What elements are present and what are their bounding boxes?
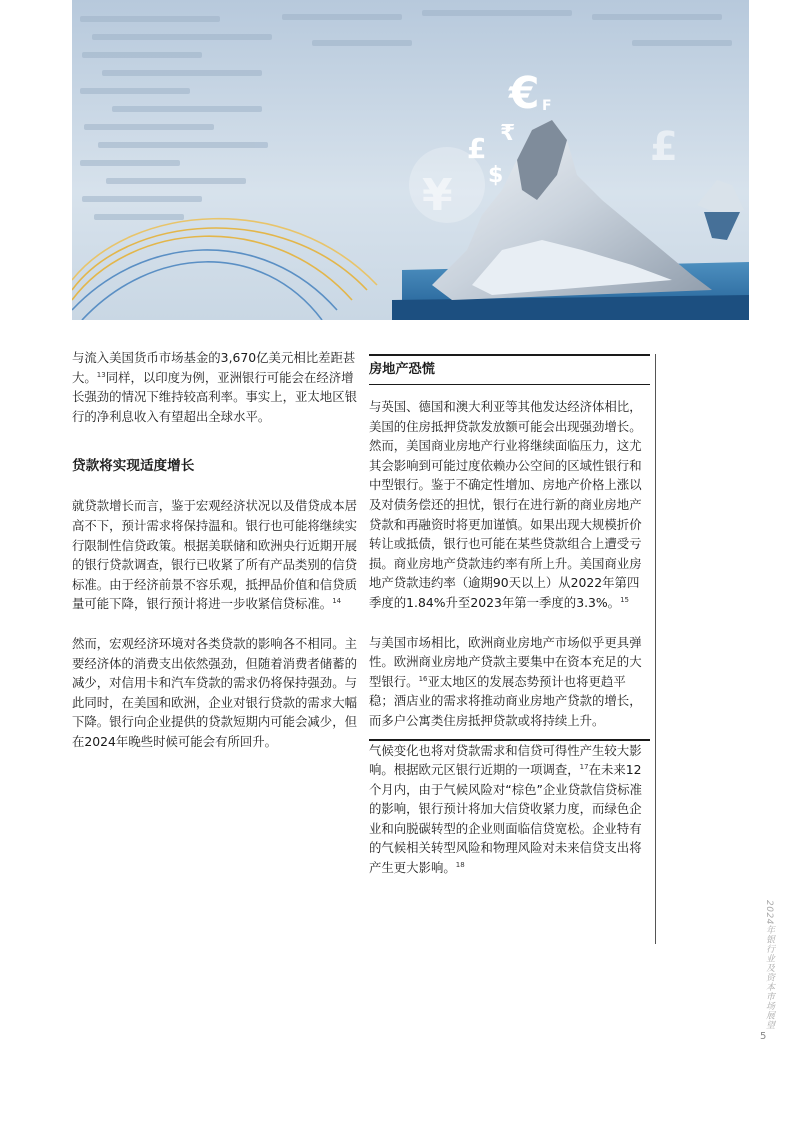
footnote-ref: 18: [455, 861, 465, 870]
franc-symbol: F: [542, 98, 552, 114]
footnote-ref: 13: [96, 370, 106, 379]
footnote-ref: 16: [418, 674, 428, 683]
paragraph-europe-real-estate: 与美国市场相比，欧洲商业房地产市场似乎更具弹性。欧洲商业房地产贷款主要集中在资本充足的大型银行。$^{16}$亚太地区的发展态势预计也将更趋平稳；酒店业的需求将推动商业房地产贷款的增长，而多户公寓类住房抵押贷款或将持续上升。: [369, 634, 642, 728]
right-column: [369, 354, 650, 878]
yen-symbol: ¥: [422, 170, 453, 221]
rupee-symbol: ₹: [500, 121, 516, 146]
box-title: 房地产恐慌: [369, 362, 435, 377]
page-number: 5: [760, 1031, 767, 1042]
paragraph-macro-impact: 然而，宏观经济环境对各类贷款的影响各不相同。主要经济体的消费支出依然强劲，但随着消费者储蓄的减少，对信用卡和汽车贷款的需求仍将保持强劲。与此同时，在美国和欧洲，企业对银行贷款的需求大幅下降。银行向企业提供的贷款短期内可能会减少，但在2024年晚些时候可能会有所回升。: [72, 635, 357, 749]
box-top-rule: [369, 354, 650, 356]
dollar-symbol: $: [488, 163, 504, 188]
left-column: [72, 348, 358, 752]
hero-image: [72, 0, 749, 320]
paragraph-climate: 气候变化也将对贷款需求和信贷可得性产生较大影响。根据欧元区银行近期的一项调查，$^{17}$在未来12个月内，由于气候风险对“棕色”企业贷款信贷标准的影响，银行预计将加大信贷收紧力度，而绿色企业和向脱碳转型的企业则面临信贷宽松。企业特有的气候相关转型风险和物理风险对未来信贷支出将产生更大影响。$^{18}$: [369, 742, 643, 876]
running-footer-title: 2024年银行业及资本市场展望: [764, 900, 774, 1030]
paragraph-loan-growth: 就贷款增长而言，鉴于宏观经济状况以及借贷成本居高不下，预计需求将保持温和。银行也可能将继续实行限制性信贷政策。根据美联储和欧洲央行近期开展的银行贷款调查，银行已收紧了所有产品类别的信贷标准。由于经济前景不容乐观，抵押品价值和信贷质量可能下降，银行预计将进一步收紧信贷标准。$^{14}$: [72, 498, 357, 612]
section-heading-loans: 贷款将实现适度增长: [72, 458, 195, 475]
footnote-ref: 14: [332, 597, 342, 606]
pound-symbol-faint: £: [650, 124, 678, 170]
paragraph-us-real-estate: 与英国、德国和澳大利亚等其他发达经济体相比，美国的住房抵押贷款发放额可能会出现强劲增长。然而，美国商业房地产行业将继续面临压力，这尤其会影响到可能过度依赖办公空间的区域性银行和中型银行。鉴于不确定性增加、房地产价格上涨以及对债务偿还的担忧，银行在进行新的商业房地产贷款和再融资时将更加谨慎。如果出现大规模折价转让或抵债，银行也可能在某些贷款组合上遭受亏损。商业房地产贷款违约率有所上升。美国商业房地产贷款违约率（逾期90天以上）从2022年第四季度的1.84%升至2023年第一季度的3.3%。$^{15}$: [369, 399, 642, 610]
box-title-rule: [369, 384, 650, 385]
real-estate-box: [369, 354, 650, 741]
euro-symbol: €: [509, 68, 540, 119]
pound-symbol: £: [467, 132, 487, 165]
paragraph-interest-rates: 与流入美国货币市场基金的3,670亿美元相比差距甚大。$^{13}$同样，以印度为例，亚洲银行可能会在经济增长强劲的情况下维持较高利率。事实上，亚太地区银行的净利息收入有望超出全球水平。: [72, 350, 357, 424]
footnote-ref: 15: [620, 595, 629, 604]
footnote-ref: 17: [579, 763, 589, 772]
column-divider: [655, 354, 656, 944]
iceberg-illustration: [72, 0, 749, 320]
